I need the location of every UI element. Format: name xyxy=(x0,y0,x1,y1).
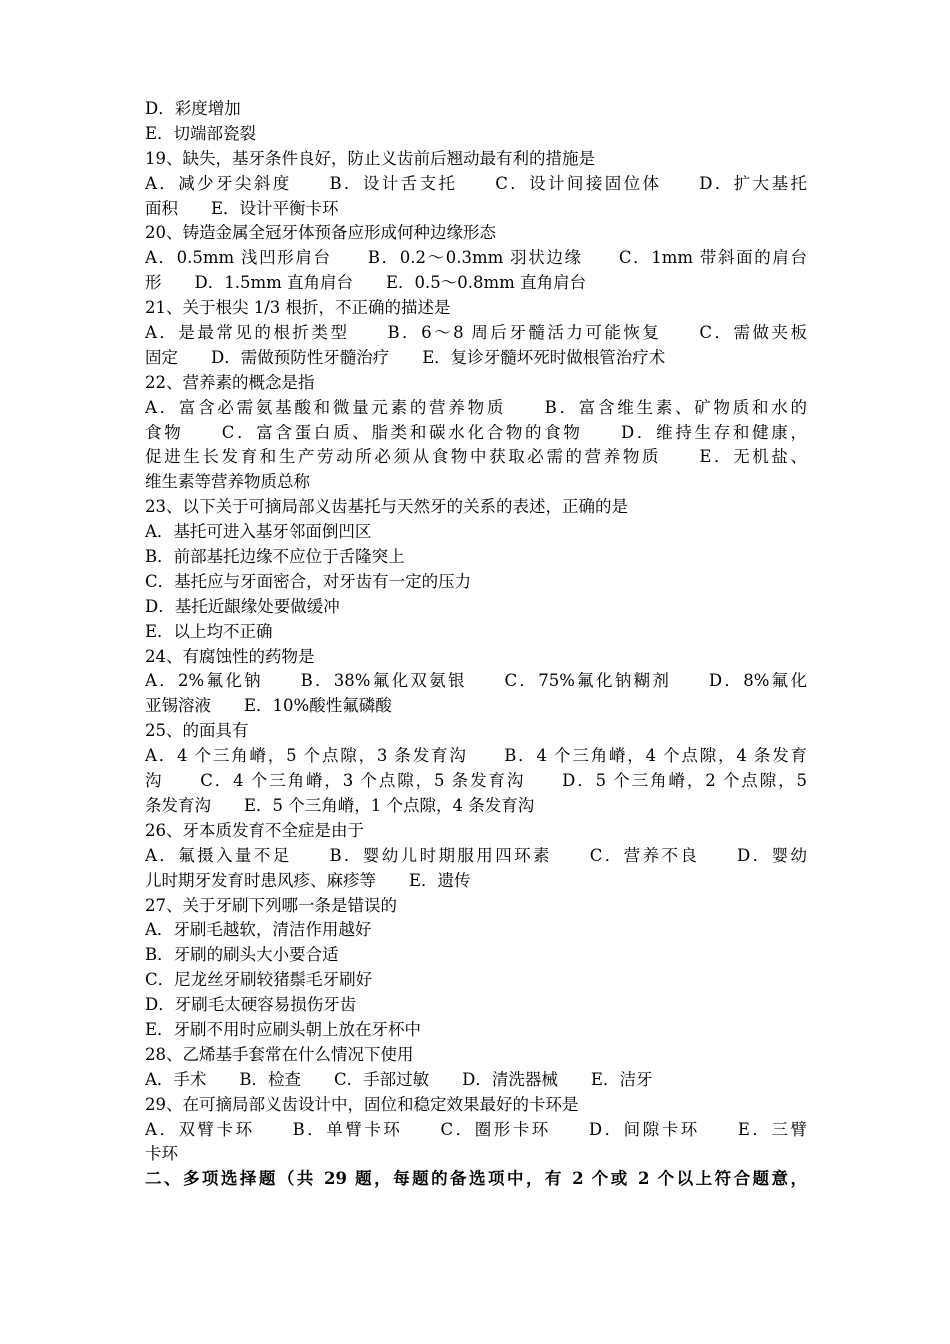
section-heading: 二、多项选择题（共 29 题，每题的备选项中，有 2 个或 2 个以上符合题意， xyxy=(145,1169,807,1189)
text-line: A．富含必需氨基酸和微量元素的营养物质 B．富含维生素、矿物质和水的 xyxy=(145,397,807,417)
text-line: C．基托应与牙面密合，对牙齿有一定的压力 xyxy=(145,571,472,591)
text-line: 维生素等营养物质总称 xyxy=(145,472,310,492)
text-line: B．牙刷的刷头大小要合适 xyxy=(145,945,339,965)
text-line: 19、缺失，基牙条件良好，防止义齿前后翘动最有利的措施是 xyxy=(145,148,595,168)
text-line: 沟 C．4 个三角嵴，3 个点隙，5 条发育沟 D．5 个三角嵴，2 个点隙，5 xyxy=(145,771,807,791)
text-line: 22、营养素的概念是指 xyxy=(145,372,315,392)
text-line: A．手术 B．检查 C．手部过敏 D．清洗器械 E．洁牙 xyxy=(145,1069,653,1089)
text-line: 26、牙本质发育不全症是由于 xyxy=(145,820,364,840)
text-line: D．基托近龈缘处要做缓冲 xyxy=(145,596,340,616)
text-line: C．尼龙丝牙刷较猪鬃毛牙刷好 xyxy=(145,970,373,990)
text-line: 29、在可摘局部义齿设计中，固位和稳定效果最好的卡环是 xyxy=(145,1094,579,1114)
text-line: E．切端部瓷裂 xyxy=(145,123,257,143)
text-line: 条发育沟 E．5 个三角嵴，1 个点隙，4 条发育沟 xyxy=(145,795,535,815)
text-line: 21、关于根尖 1/3 根折，不正确的描述是 xyxy=(145,298,451,318)
text-line: A．减少牙尖斜度 B．设计舌支托 C．设计间接固位体 D．扩大基托 xyxy=(145,173,807,193)
document-page xyxy=(145,97,807,1192)
text-line: 亚锡溶液 E．10%酸性氟磷酸 xyxy=(145,696,392,716)
text-line: 25、的面具有 xyxy=(145,721,249,741)
text-line: B．前部基托边缘不应位于舌隆突上 xyxy=(145,547,405,567)
text-line: A．是最常见的根折类型 B．6～8 周后牙髓活力可能恢复 C．需做夹板 xyxy=(145,323,807,343)
text-line: E．以上均不正确 xyxy=(145,621,273,641)
text-line: A．4 个三角嵴，5 个点隙，3 条发育沟 B．4 个三角嵴，4 个点隙，4 条发育 xyxy=(145,746,807,766)
text-line: 卡环 xyxy=(145,1144,178,1164)
text-line: 20、铸造金属全冠牙体预备应形成何种边缘形态 xyxy=(145,223,496,243)
text-line: 面积 E．设计平衡卡环 xyxy=(145,198,339,218)
text-line: A．基托可进入基牙邻面倒凹区 xyxy=(145,522,372,542)
text-line: D．彩度增加 xyxy=(145,99,241,118)
text-line: 固定 D．需做预防性牙髓治疗 E．复诊牙髓坏死时做根管治疗术 xyxy=(145,347,666,367)
text-line: 食物 C．富含蛋白质、脂类和碳水化合物的食物 D．维持生存和健康， xyxy=(145,422,807,442)
text-line: D．牙刷毛太硬容易损伤牙齿 xyxy=(145,995,357,1015)
text-line: A．氟摄入量不足 B．婴幼儿时期服用四环素 C．营养不良 D．婴幼 xyxy=(145,845,807,865)
text-line: A．2%氟化钠 B．38%氟化双氨银 C．75%氟化钠糊剂 D．8%氟化 xyxy=(145,671,807,691)
text-line: 促进生长发育和生产劳动所必须从食物中获取必需的营养物质 E．无机盐、 xyxy=(145,447,807,467)
text-line: A．0.5mm 浅凹形肩台 B．0.2～0.3mm 羽状边缘 C．1mm 带斜面的肩台 xyxy=(145,248,807,268)
text-line: 28、乙烯基手套常在什么情况下使用 xyxy=(145,1044,414,1064)
text-line: 形 D．1.5mm 直角肩台 E．0.5～0.8mm 直角肩台 xyxy=(145,273,587,293)
text-line: 24、有腐蚀性的药物是 xyxy=(145,646,315,666)
text-line: E．牙刷不用时应刷头朝上放在牙杯中 xyxy=(145,1019,422,1039)
text-line: 27、关于牙刷下列哪一条是错误的 xyxy=(145,895,397,915)
text-line: 23、以下关于可摘局部义齿基托与天然牙的关系的表述，正确的是 xyxy=(145,497,628,517)
text-line: A．双臂卡环 B．单臂卡环 C．圈形卡环 D．间隙卡环 E．三臂 xyxy=(145,1119,807,1139)
text-line: A．牙刷毛越软，清洁作用越好 xyxy=(145,920,372,940)
text-line: 儿时期牙发育时患风疹、麻疹等 E．遗传 xyxy=(145,870,471,890)
